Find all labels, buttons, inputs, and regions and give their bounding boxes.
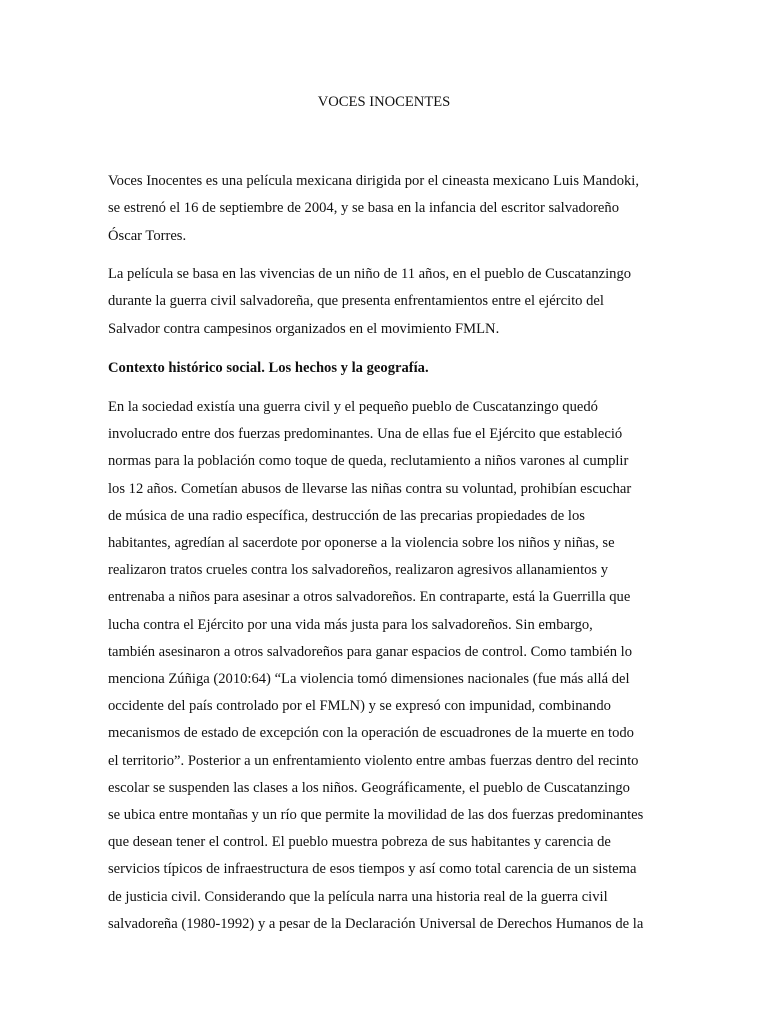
text-line: entrenaba a niños para asesinar a otros salvadoreños. En contraparte, está la Guerrilla que bbox=[108, 589, 631, 606]
text-line: occidente del país controlado por el FMLN) y se expresó con impunidad, combinando bbox=[108, 698, 611, 715]
text-line: se estrenó el 16 de septiembre de 2004, y se basa en la infancia del escritor salvadoreño bbox=[108, 200, 619, 217]
text-line: de música de una radio específica, destrucción de las precarias propiedades de los bbox=[108, 507, 585, 524]
text-line: Voces Inocentes es una película mexicana dirigida por el cineasta mexicano Luis Mandoki, bbox=[108, 173, 640, 189]
paragraph-context bbox=[108, 394, 662, 938]
text-line: también asesinaron a otros salvadoreños para ganar espacios de control. Como también lo bbox=[108, 643, 632, 660]
document-title: VOCES INOCENTES bbox=[317, 94, 451, 110]
paragraph-synopsis bbox=[108, 261, 662, 343]
text-line: involucrado entre dos fuerzas predominantes. Una de ellas fue el Ejército que estableció bbox=[108, 426, 623, 443]
text-line: habitantes, agredían al sacerdote por oponerse a la violencia sobre los niños y niñas, se bbox=[108, 535, 615, 552]
text-line: escolar se suspenden las clases a los niños. Geográficamente, el pueblo de Cuscatanzingo bbox=[108, 779, 630, 796]
text-line: se ubica entre montañas y un río que permite la movilidad de las dos fuerzas predominantes bbox=[108, 807, 644, 824]
text-line: realizaron tratos crueles contra los salvadoreños, realizaron agresivos allanamientos y bbox=[108, 562, 609, 579]
text-line: los 12 años. Cometían abusos de llevarse las niñas contra su voluntad, prohibían escuchar bbox=[108, 480, 632, 497]
text-line: servicios típicos de infraestructura de esos tiempos y así como total carencia de un sistema bbox=[108, 861, 637, 878]
text-line: menciona Zúñiga (2010:64) “La violencia tomó dimensiones nacionales (fue más allá del bbox=[108, 671, 630, 688]
text-line: normas para la población como toque de queda, reclutamiento a niños varones al cumplir bbox=[108, 453, 629, 470]
text-line: salvadoreña (1980-1992) y a pesar de la Declaración Universal de Derechos Humanos de la bbox=[108, 915, 644, 932]
text-line: Salvador contra campesinos organizados en el movimiento FMLN. bbox=[108, 320, 500, 337]
text-line: mecanismos de estado de excepción con la operación de escuadrones de la muerte en todo bbox=[108, 725, 634, 742]
text-line: de justicia civil. Considerando que la película narra una historia real de la guerra civil bbox=[108, 888, 608, 905]
text-line: durante la guerra civil salvadoreña, que presenta enfrentamientos entre el ejército del bbox=[108, 293, 604, 310]
text-line: La película se basa en las vivencias de un niño de 11 años, en el pueblo de Cuscatanzingo bbox=[108, 266, 632, 282]
text-line: Óscar Torres. bbox=[108, 227, 187, 244]
text-line: En la sociedad existía una guerra civil y el pequeño pueblo de Cuscatanzingo quedó bbox=[108, 399, 598, 415]
paragraph-intro bbox=[108, 168, 662, 250]
text-line: el territorio”. Posterior a un enfrentamiento violento entre ambas fuerzas dentro del recinto bbox=[108, 752, 639, 769]
text-line: lucha contra el Ejército por una vida más justa para los salvadoreños. Sin embargo, bbox=[108, 616, 593, 633]
text-line: que desean tener el control. El pueblo muestra pobreza de sus habitantes y carencia de bbox=[108, 834, 611, 851]
section-heading: Contexto histórico social. Los hechos y la geografía. bbox=[108, 360, 429, 376]
